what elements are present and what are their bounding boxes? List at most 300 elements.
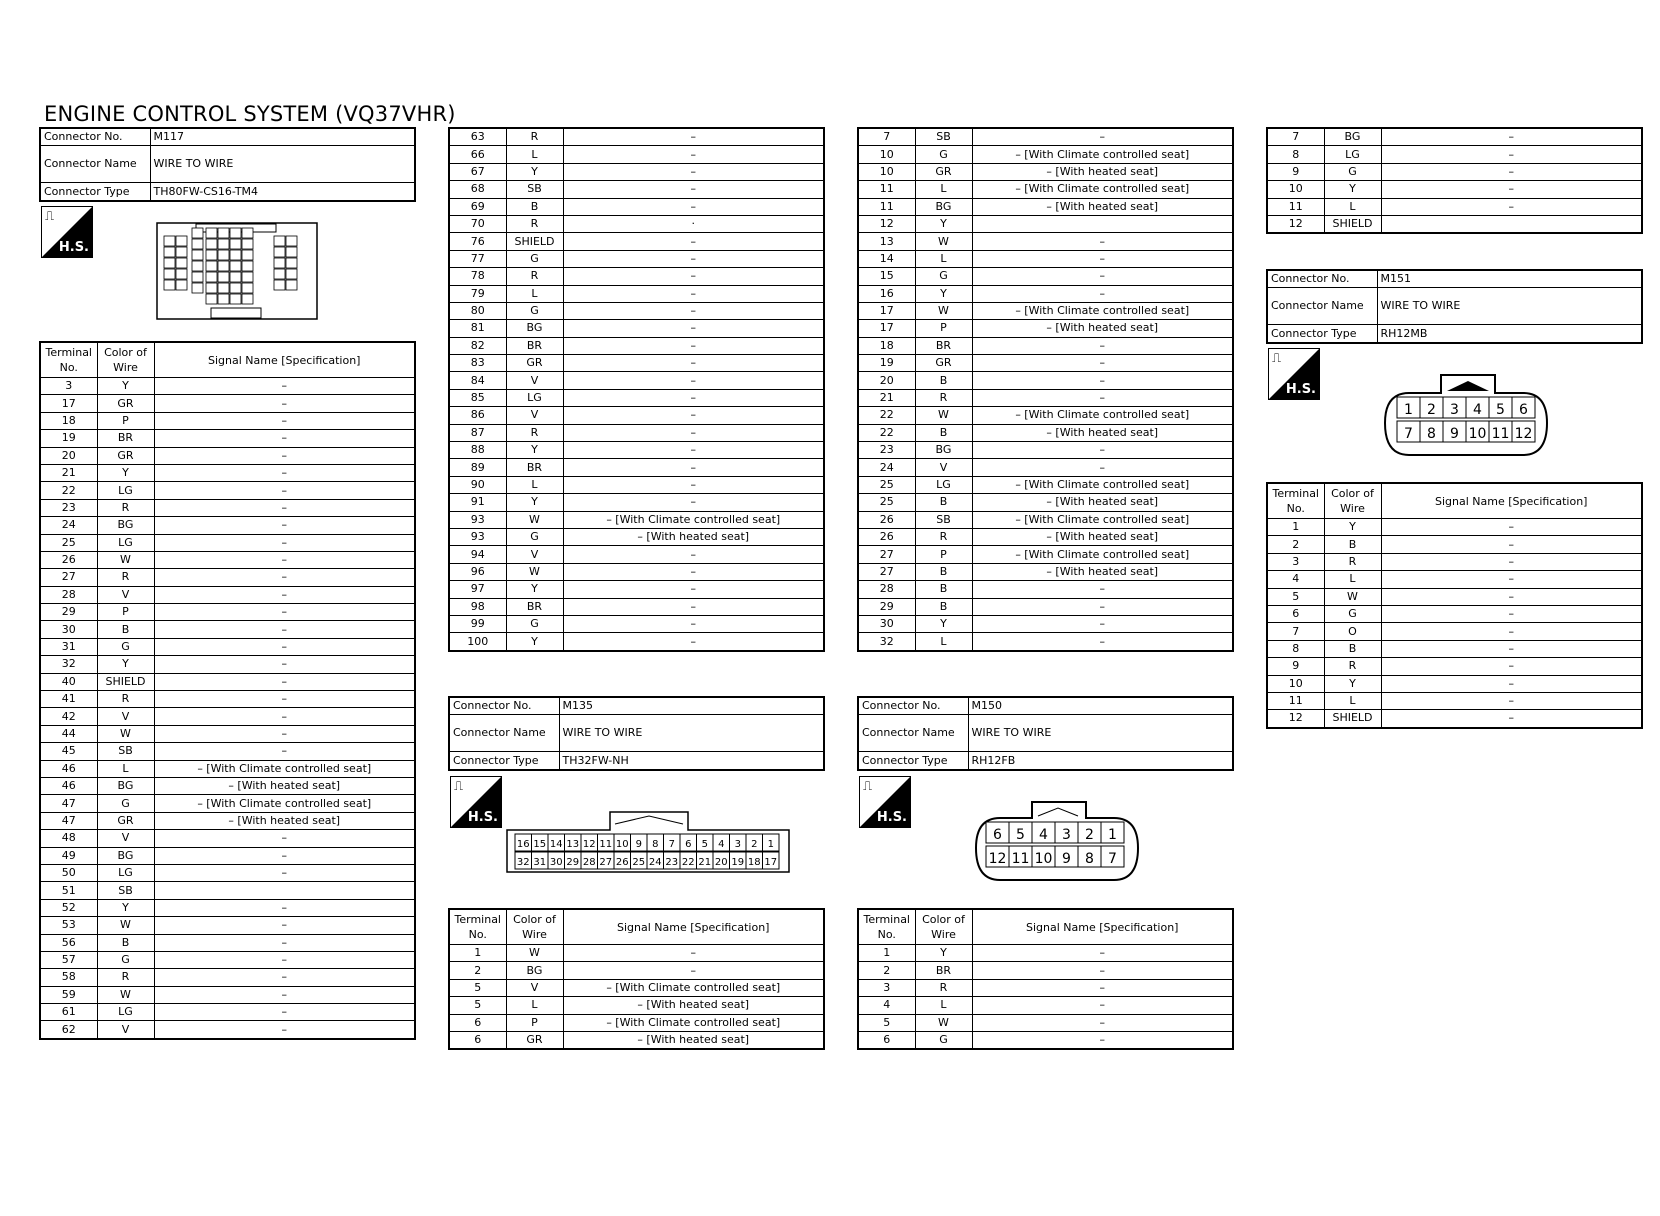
signal-name-cell: – [With heated seat] bbox=[972, 563, 1233, 580]
m150-continued-table-wrap bbox=[1266, 127, 1643, 234]
signal-name-cell: – bbox=[972, 233, 1233, 250]
connector-cavity bbox=[274, 258, 285, 268]
header-terminal-no: Terminal No. bbox=[40, 342, 97, 378]
signal-name-cell: – bbox=[154, 412, 415, 429]
terminal-no-cell: 19 bbox=[40, 430, 97, 447]
table-row bbox=[858, 442, 1233, 459]
connector-cavity bbox=[176, 247, 187, 257]
signal-name-cell bbox=[1381, 215, 1642, 233]
table-row bbox=[449, 563, 824, 580]
connector-pin-label: 8 bbox=[1085, 851, 1094, 867]
table-row bbox=[858, 1031, 1233, 1049]
connector-cavity bbox=[206, 294, 217, 304]
table-row bbox=[40, 673, 415, 690]
table-row bbox=[40, 969, 415, 986]
connector-cavity bbox=[164, 280, 175, 290]
terminal-no-cell: 1 bbox=[1267, 519, 1324, 536]
wire-color-cell: SHIELD bbox=[97, 673, 154, 690]
terminal-no-cell: 5 bbox=[449, 979, 506, 996]
header-terminal-no: Terminal No. bbox=[449, 909, 506, 945]
table-row bbox=[449, 233, 824, 250]
connector-pin-label: 19 bbox=[731, 857, 745, 868]
wire-color-cell: B bbox=[915, 372, 972, 389]
terminal-no-cell: 48 bbox=[40, 830, 97, 847]
connector-pin-label: 7 bbox=[668, 839, 675, 850]
signal-name-cell: – [With Climate controlled seat] bbox=[972, 181, 1233, 198]
m150-connector-diagram bbox=[974, 798, 1140, 882]
signal-name-cell: – bbox=[154, 725, 415, 742]
wire-color-cell: Y bbox=[1324, 181, 1381, 198]
wire-color-cell: V bbox=[97, 830, 154, 847]
wire-color-cell: W bbox=[915, 302, 972, 319]
table-row bbox=[858, 337, 1233, 354]
table-row bbox=[40, 621, 415, 638]
table-row bbox=[40, 412, 415, 429]
signal-name-cell: – [With heated seat] bbox=[972, 494, 1233, 511]
terminal-no-cell: 57 bbox=[40, 951, 97, 968]
header-signal-name: Signal Name [Specification] bbox=[972, 909, 1233, 945]
signal-name-cell: – [With Climate controlled seat] bbox=[972, 511, 1233, 528]
wire-color-cell: P bbox=[915, 320, 972, 337]
connector-cavity bbox=[242, 239, 253, 249]
wire-color-cell: BR bbox=[97, 430, 154, 447]
signal-name-cell: – bbox=[563, 546, 824, 563]
terminal-no-cell: 56 bbox=[40, 934, 97, 951]
connector-cavity bbox=[164, 247, 175, 257]
connector-cavity bbox=[164, 236, 175, 246]
terminal-no-cell: 22 bbox=[858, 407, 915, 424]
terminal-no-cell: 28 bbox=[40, 586, 97, 603]
table-row bbox=[449, 1031, 824, 1049]
label-connector-type: Connector Type bbox=[1267, 325, 1377, 343]
signal-name-cell: – bbox=[972, 581, 1233, 598]
signal-name-cell: – bbox=[563, 424, 824, 441]
wire-color-cell: SB bbox=[915, 511, 972, 528]
table-row bbox=[40, 447, 415, 464]
connector-pin-label: 6 bbox=[993, 827, 1002, 843]
header-terminal-no: Terminal No. bbox=[858, 909, 915, 945]
table-row bbox=[858, 615, 1233, 632]
connector-cavity bbox=[218, 250, 229, 260]
label-connector-name: Connector Name bbox=[1267, 288, 1377, 325]
m117-connector-no: M117 bbox=[150, 128, 415, 146]
table-row bbox=[449, 962, 824, 979]
table-row bbox=[858, 407, 1233, 424]
table-row bbox=[1267, 675, 1642, 692]
table-row bbox=[1267, 588, 1642, 605]
terminal-no-cell: 20 bbox=[858, 372, 915, 389]
wire-color-cell: GR bbox=[97, 447, 154, 464]
table-row bbox=[449, 355, 824, 372]
wire-color-cell: V bbox=[506, 546, 563, 563]
connector-m150 bbox=[857, 696, 1234, 771]
wire-color-cell: G bbox=[1324, 605, 1381, 622]
terminal-no-cell: 10 bbox=[858, 163, 915, 180]
wire-color-cell: LG bbox=[506, 389, 563, 406]
signal-name-cell: – bbox=[972, 459, 1233, 476]
wire-color-cell: V bbox=[97, 1021, 154, 1039]
table-row bbox=[40, 830, 415, 847]
signal-name-cell: – bbox=[154, 899, 415, 916]
terminal-no-cell: 26 bbox=[40, 551, 97, 568]
connector-pin-label: 13 bbox=[566, 839, 580, 850]
wire-color-cell: W bbox=[97, 986, 154, 1003]
m150-connector-name: WIRE TO WIRE bbox=[968, 715, 1233, 752]
terminal-no-cell: 53 bbox=[40, 917, 97, 934]
connector-pin-label: 14 bbox=[549, 839, 563, 850]
connector-pin-label: 18 bbox=[747, 857, 761, 868]
header-color-of-wire: Color of Wire bbox=[506, 909, 563, 945]
terminal-no-cell: 30 bbox=[40, 621, 97, 638]
signal-name-cell: – bbox=[154, 395, 415, 412]
table-row bbox=[449, 945, 824, 962]
terminal-no-cell: 2 bbox=[1267, 536, 1324, 553]
label-connector-name: Connector Name bbox=[449, 715, 559, 752]
wire-color-cell: R bbox=[506, 215, 563, 232]
wire-color-cell: B bbox=[915, 598, 972, 615]
signal-name-cell: – [With heated seat] bbox=[972, 198, 1233, 215]
wire-color-cell: SHIELD bbox=[506, 233, 563, 250]
terminal-no-cell: 28 bbox=[858, 581, 915, 598]
table-row bbox=[1267, 623, 1642, 640]
terminal-no-cell: 14 bbox=[858, 250, 915, 267]
wire-color-cell: BG bbox=[915, 198, 972, 215]
signal-name-cell: – bbox=[1381, 658, 1642, 675]
table-row bbox=[1267, 215, 1642, 233]
signal-name-cell: – bbox=[1381, 675, 1642, 692]
wire-color-cell: SB bbox=[915, 128, 972, 146]
table-row bbox=[40, 812, 415, 829]
signal-name-cell: – [With Climate controlled seat] bbox=[563, 511, 824, 528]
terminal-no-cell: 46 bbox=[40, 777, 97, 794]
terminal-no-cell: 45 bbox=[40, 743, 97, 760]
terminal-no-cell: 7 bbox=[1267, 128, 1324, 146]
connector-pin-label: 3 bbox=[1062, 827, 1071, 843]
signal-name-cell: – bbox=[154, 638, 415, 655]
wire-color-cell: B bbox=[97, 621, 154, 638]
terminal-no-cell: 16 bbox=[858, 285, 915, 302]
connector-cavity bbox=[206, 283, 217, 293]
signal-name-cell: – [With heated seat] bbox=[563, 1031, 824, 1049]
table-row bbox=[40, 656, 415, 673]
terminal-no-cell: 76 bbox=[449, 233, 506, 250]
signal-name-cell: – bbox=[563, 459, 824, 476]
connector-pin-label: 28 bbox=[582, 857, 596, 868]
connector-cavity bbox=[164, 269, 175, 279]
connector-cavity bbox=[286, 236, 297, 246]
connector-pin-label: 9 bbox=[1062, 851, 1071, 867]
signal-name-cell: – bbox=[154, 691, 415, 708]
terminal-no-cell: 1 bbox=[858, 945, 915, 962]
signal-name-cell: – [With Climate controlled seat] bbox=[972, 476, 1233, 493]
connector-pin-label: 32 bbox=[516, 857, 530, 868]
table-row bbox=[858, 355, 1233, 372]
wire-color-cell: SHIELD bbox=[1324, 215, 1381, 233]
connector-pin-label: 11 bbox=[599, 839, 613, 850]
wire-color-cell: L bbox=[915, 997, 972, 1014]
terminal-no-cell: 89 bbox=[449, 459, 506, 476]
connector-cavity bbox=[206, 228, 217, 238]
terminal-no-cell: 22 bbox=[40, 482, 97, 499]
terminal-no-cell: 68 bbox=[449, 181, 506, 198]
connector-pin-label: 10 bbox=[1468, 426, 1487, 442]
connector-cavity bbox=[176, 236, 187, 246]
connector-m135 bbox=[448, 696, 825, 771]
connector-cavity bbox=[242, 283, 253, 293]
wire-color-cell: V bbox=[915, 459, 972, 476]
wire-color-cell: GR bbox=[97, 812, 154, 829]
terminal-no-cell: 44 bbox=[40, 725, 97, 742]
wire-color-cell: W bbox=[97, 551, 154, 568]
wire-color-cell: V bbox=[97, 586, 154, 603]
wire-color-cell: G bbox=[915, 268, 972, 285]
wire-color-cell: L bbox=[1324, 692, 1381, 709]
m135-terminal-table bbox=[448, 908, 825, 1050]
terminal-no-cell: 78 bbox=[449, 268, 506, 285]
connector-cavity bbox=[274, 280, 285, 290]
connector-pin-label: 4 bbox=[718, 839, 725, 850]
connector-cavity bbox=[192, 283, 203, 293]
wire-color-cell: Y bbox=[506, 442, 563, 459]
signal-name-cell: – bbox=[154, 569, 415, 586]
terminal-no-cell: 6 bbox=[449, 1014, 506, 1031]
terminal-no-cell: 9 bbox=[1267, 658, 1324, 675]
table-row bbox=[40, 1004, 415, 1021]
signal-name-cell: – bbox=[563, 615, 824, 632]
wire-color-cell: P bbox=[915, 546, 972, 563]
terminal-no-cell: 51 bbox=[40, 882, 97, 899]
connector-pin-label: 7 bbox=[1404, 426, 1413, 442]
terminal-no-cell: 26 bbox=[858, 511, 915, 528]
signal-name-cell: – bbox=[1381, 553, 1642, 570]
terminal-no-cell: 80 bbox=[449, 302, 506, 319]
wire-color-cell: G bbox=[506, 615, 563, 632]
connector-cavity bbox=[218, 228, 229, 238]
table-row bbox=[449, 198, 824, 215]
terminal-no-cell: 18 bbox=[40, 412, 97, 429]
table-row bbox=[40, 499, 415, 516]
table-row bbox=[449, 546, 824, 563]
connector-pin-label: 21 bbox=[698, 857, 712, 868]
signal-name-cell: – bbox=[563, 962, 824, 979]
connector-m151 bbox=[1266, 269, 1643, 344]
terminal-no-cell: 19 bbox=[858, 355, 915, 372]
terminal-no-cell: 11 bbox=[1267, 692, 1324, 709]
wire-color-cell: B bbox=[506, 198, 563, 215]
table-row bbox=[40, 551, 415, 568]
table-row bbox=[449, 268, 824, 285]
wire-color-cell: Y bbox=[506, 494, 563, 511]
terminal-no-cell: 10 bbox=[1267, 181, 1324, 198]
table-row bbox=[1267, 692, 1642, 709]
connector-cavity bbox=[176, 258, 187, 268]
wire-color-cell: SHIELD bbox=[1324, 710, 1381, 728]
terminal-no-cell: 81 bbox=[449, 320, 506, 337]
wire-color-cell: GR bbox=[915, 163, 972, 180]
wire-color-cell: GR bbox=[506, 355, 563, 372]
terminal-no-cell: 82 bbox=[449, 337, 506, 354]
wire-color-cell: P bbox=[506, 1014, 563, 1031]
signal-name-cell: – bbox=[972, 285, 1233, 302]
terminal-no-cell: 97 bbox=[449, 581, 506, 598]
signal-name-cell: – bbox=[972, 442, 1233, 459]
connector-pin-label: 1 bbox=[767, 839, 774, 850]
table-row bbox=[40, 882, 415, 899]
table-row bbox=[449, 372, 824, 389]
signal-name-cell: – bbox=[154, 951, 415, 968]
wire-color-cell: Y bbox=[97, 378, 154, 395]
table-row bbox=[449, 146, 824, 163]
wire-color-cell: W bbox=[506, 563, 563, 580]
signal-name-cell: – bbox=[563, 633, 824, 651]
label-connector-no: Connector No. bbox=[1267, 270, 1377, 288]
terminal-no-cell: 67 bbox=[449, 163, 506, 180]
signal-name-cell: – bbox=[1381, 163, 1642, 180]
wire-color-cell: BG bbox=[97, 847, 154, 864]
wire-color-cell: Y bbox=[1324, 519, 1381, 536]
signal-name-cell: – bbox=[972, 945, 1233, 962]
table-row bbox=[40, 586, 415, 603]
table-row bbox=[449, 128, 824, 146]
signal-name-cell: – bbox=[1381, 519, 1642, 536]
terminal-no-cell: 11 bbox=[858, 198, 915, 215]
terminal-no-cell: 12 bbox=[1267, 710, 1324, 728]
wire-color-cell: LG bbox=[97, 1004, 154, 1021]
table-row bbox=[1267, 553, 1642, 570]
table-row bbox=[40, 691, 415, 708]
signal-name-cell: – bbox=[563, 128, 824, 146]
signal-name-cell: – bbox=[563, 250, 824, 267]
table-row bbox=[1267, 181, 1642, 198]
connector-pin-label: 15 bbox=[533, 839, 547, 850]
label-connector-no: Connector No. bbox=[858, 697, 968, 715]
header-color-of-wire: Color of Wire bbox=[1324, 483, 1381, 519]
table-row bbox=[858, 146, 1233, 163]
terminal-no-cell: 94 bbox=[449, 546, 506, 563]
wire-color-cell: L bbox=[506, 476, 563, 493]
connector-pin-label: 5 bbox=[701, 839, 708, 850]
signal-name-cell: – bbox=[972, 598, 1233, 615]
m150-connector-type: RH12FB bbox=[968, 752, 1233, 770]
connector-cavity bbox=[274, 269, 285, 279]
table-row bbox=[858, 997, 1233, 1014]
table-row bbox=[1267, 519, 1642, 536]
signal-name-cell: – bbox=[563, 442, 824, 459]
signal-name-cell: – bbox=[563, 320, 824, 337]
signal-name-cell: – bbox=[154, 830, 415, 847]
signal-name-cell: – bbox=[154, 917, 415, 934]
terminal-no-cell: 40 bbox=[40, 673, 97, 690]
m135-connector-name: WIRE TO WIRE bbox=[559, 715, 824, 752]
terminal-no-cell: 52 bbox=[40, 899, 97, 916]
terminal-no-cell: 21 bbox=[858, 389, 915, 406]
wire-color-cell: BG bbox=[97, 777, 154, 794]
signal-name-cell: – bbox=[563, 285, 824, 302]
terminal-no-cell: 3 bbox=[1267, 553, 1324, 570]
wire-color-cell: BR bbox=[506, 598, 563, 615]
table-row bbox=[858, 302, 1233, 319]
signal-name-cell: – bbox=[972, 962, 1233, 979]
signal-name-cell: – bbox=[563, 163, 824, 180]
table-row bbox=[858, 233, 1233, 250]
table-row bbox=[449, 215, 824, 232]
wire-color-cell: BG bbox=[506, 962, 563, 979]
terminal-no-cell: 90 bbox=[449, 476, 506, 493]
table-row bbox=[858, 128, 1233, 146]
signal-name-cell: – bbox=[972, 372, 1233, 389]
table-row bbox=[858, 546, 1233, 563]
wire-color-cell: Y bbox=[915, 285, 972, 302]
m135-connector-type: TH32FW-NH bbox=[559, 752, 824, 770]
table-row bbox=[858, 945, 1233, 962]
m151-connector-type: RH12MB bbox=[1377, 325, 1642, 343]
connector-pin-label: 7 bbox=[1108, 851, 1117, 867]
terminal-no-cell: 3 bbox=[858, 979, 915, 996]
table-row bbox=[449, 598, 824, 615]
signal-name-cell: – bbox=[154, 482, 415, 499]
signal-name-cell: – bbox=[154, 430, 415, 447]
terminal-no-cell: 96 bbox=[449, 563, 506, 580]
table-row bbox=[449, 250, 824, 267]
table-row bbox=[858, 250, 1233, 267]
header-terminal-no: Terminal No. bbox=[1267, 483, 1324, 519]
wire-color-cell: L bbox=[1324, 571, 1381, 588]
table-row bbox=[858, 528, 1233, 545]
signal-name-cell: – bbox=[972, 1031, 1233, 1049]
table-row bbox=[449, 979, 824, 996]
table-row bbox=[449, 459, 824, 476]
connector-pin-label: 31 bbox=[533, 857, 547, 868]
wire-color-cell: B bbox=[1324, 640, 1381, 657]
wire-color-cell: GR bbox=[506, 1031, 563, 1049]
signal-name-cell: – bbox=[563, 581, 824, 598]
connector-pin-label: 8 bbox=[652, 839, 659, 850]
m117-info-table bbox=[39, 127, 416, 202]
table-row bbox=[40, 725, 415, 742]
m135-info-table bbox=[448, 696, 825, 771]
signal-name-cell: – bbox=[154, 499, 415, 516]
wire-color-cell: R bbox=[1324, 553, 1381, 570]
wire-color-cell: L bbox=[97, 760, 154, 777]
connector-pin-label: 17 bbox=[764, 857, 778, 868]
connector-cavity bbox=[230, 283, 241, 293]
table-row bbox=[1267, 146, 1642, 163]
table-row bbox=[858, 979, 1233, 996]
terminal-no-cell: 17 bbox=[858, 320, 915, 337]
table-row bbox=[449, 476, 824, 493]
wire-color-cell: W bbox=[1324, 588, 1381, 605]
terminal-no-cell: 12 bbox=[858, 215, 915, 232]
connector-cavity bbox=[206, 272, 217, 282]
m151-connector-name: WIRE TO WIRE bbox=[1377, 288, 1642, 325]
signal-name-cell: – [With heated seat] bbox=[154, 777, 415, 794]
signal-name-cell: – bbox=[154, 534, 415, 551]
signal-name-cell: – bbox=[1381, 623, 1642, 640]
terminal-no-cell: 17 bbox=[858, 302, 915, 319]
wire-color-cell: SB bbox=[97, 743, 154, 760]
wire-color-cell: G bbox=[506, 528, 563, 545]
signal-name-cell: – bbox=[563, 302, 824, 319]
table-row bbox=[1267, 198, 1642, 215]
signal-name-cell: – bbox=[1381, 605, 1642, 622]
signal-name-cell bbox=[154, 882, 415, 899]
terminal-no-cell: 18 bbox=[858, 337, 915, 354]
wire-color-cell: W bbox=[915, 1014, 972, 1031]
signal-name-cell: – bbox=[972, 979, 1233, 996]
terminal-no-cell: 84 bbox=[449, 372, 506, 389]
harness-side-icon: ⎍ H.S. bbox=[1268, 348, 1320, 400]
signal-name-cell: – [With Climate controlled seat] bbox=[972, 146, 1233, 163]
